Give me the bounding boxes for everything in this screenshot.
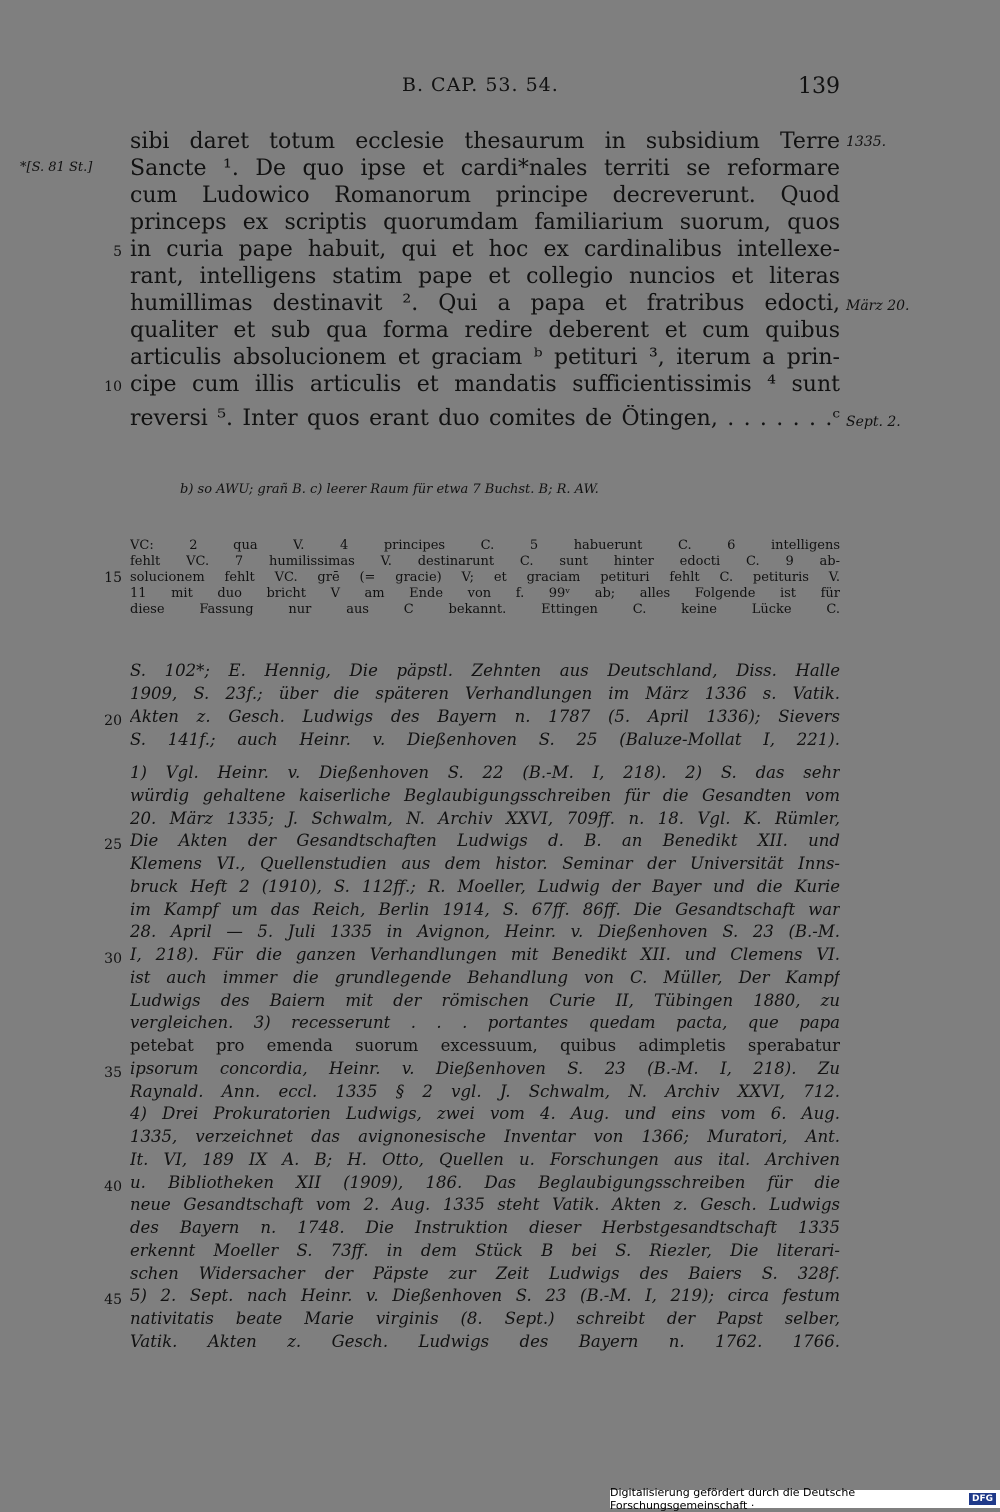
apparatus-line: diese Fassung nur aus C bekannt. Ettingen C. keine Lücke C. [130, 602, 840, 617]
footnote-line: 28. April — 5. Juli 1335 in Avignon, Heinr. v. Dießenhoven S. 23 (B.-M. [130, 922, 840, 941]
footnote-line: ist auch immer die grundlegende Behandlung von C. Müller, Der Kampf [130, 968, 840, 987]
footnote-line: schen Widersacher der Päpste zur Zeit Ludwigs des Baiers S. 328f. [130, 1264, 840, 1283]
variant-note: b) so AWU; grañ B. c) leerer Raum für etwa 7 Buchst. B; R. AW. [180, 482, 599, 497]
dfg-logo: DFG [969, 1493, 996, 1505]
footnote-line: petebat pro emenda suorum excessuum, quibus adimpletis sperabatur [130, 1036, 840, 1055]
apparatus-line: VC: 2 qua V. 4 principes C. 5 habuerunt C. 6 intelligens [130, 538, 840, 553]
footnote-line: 1) Vgl. Heinr. v. Dießenhoven S. 22 (B.-M. I, 218). 2) S. das sehr [130, 763, 840, 782]
line-number: 35 [104, 1065, 122, 1081]
footnote-line: Vatik. Akten z. Gesch. Ludwigs des Bayern n. 1762. 1766. [130, 1332, 840, 1351]
line-number: 45 [104, 1292, 122, 1308]
main-text-line: articulis absolucionem et graciam ᵇ petituri ³, iterum a prin- [130, 345, 840, 370]
line-number: 20 [104, 713, 122, 729]
main-text-line: reversi ⁵. Inter quos erant duo comites de Ötingen, . . . . . . .ᶜ [130, 406, 840, 431]
main-text-line: Sancte ¹. De quo ipse et cardi*nales territi se reformare [130, 156, 840, 181]
line-number: 10 [104, 379, 122, 395]
margin-note-date: März 20. [846, 298, 910, 314]
footnote-line: ipsorum concordia, Heinr. v. Dießenhoven S. 23 (B.-M. I, 218). Zu [130, 1059, 840, 1078]
apparatus-line: 11 mit duo bricht V am Ende von f. 99ᵛ ab; alles Folgende ist für [130, 586, 840, 601]
margin-note-left: *[S. 81 St.] [20, 160, 93, 175]
main-text-line: sibi daret totum ecclesie thesaurum in subsidium Terre [130, 129, 840, 154]
line-number: 25 [104, 837, 122, 853]
footnote-line: Raynald. Ann. eccl. 1335 § 2 vgl. J. Schwalm, N. Archiv XXVI, 712. [130, 1082, 840, 1101]
footnote-line: 5) 2. Sept. nach Heinr. v. Dießenhoven S. 23 (B.-M. I, 219); circa festum [130, 1286, 840, 1305]
footnote-line: 1335, verzeichnet das avignonesische Inventar von 1366; Muratori, Ant. [130, 1127, 840, 1146]
footnote-line: des Bayern n. 1748. Die Instruktion dieser Herbstgesandtschaft 1335 [130, 1218, 840, 1237]
footnote-line: 1909, S. 23f.; über die späteren Verhandlungen im März 1336 s. Vatik. [130, 684, 840, 703]
main-text-line: cum Ludowico Romanorum principe decreverunt. Quod [130, 183, 840, 208]
line-number: 40 [104, 1179, 122, 1195]
footnote-line: I, 218). Für die ganzen Verhandlungen mit Benedikt XII. und Clemens VI. [130, 945, 840, 964]
apparatus-line: fehlt VC. 7 humilissimas V. destinarunt C. sunt hinter edocti C. 9 ab- [130, 554, 840, 569]
footnote-line: u. Bibliotheken XII (1909), 186. Das Beglaubigungsschreiben für die [130, 1173, 840, 1192]
main-text-line: princeps ex scriptis quorumdam familiarium suorum, quos [130, 210, 840, 235]
footnote-line: Die Akten der Gesandtschaften Ludwigs d. B. an Benedikt XII. und [130, 831, 840, 850]
footnote-line: im Kampf um das Reich, Berlin 1914, S. 67ff. 86ff. Die Gesandtschaft war [130, 900, 840, 919]
footnote-line: nativitatis beate Marie virginis (8. Sept.) schreibt der Papst selber, [130, 1309, 840, 1328]
footnote-line: Akten z. Gesch. Ludwigs des Bayern n. 1787 (5. April 1336); Sievers [130, 707, 840, 726]
page-number: 139 [798, 74, 840, 99]
main-text-line: cipe cum illis articulis et mandatis sufficientissimis ⁴ sunt [130, 372, 840, 397]
running-title: B. CAP. 53. 54. [402, 74, 559, 96]
footnote-line: vergleichen. 3) recesserunt . . . portantes quedam pacta, que papa [130, 1013, 840, 1032]
footnote-line: Ludwigs des Baiern mit der römischen Curie II, Tübingen 1880, zu [130, 991, 840, 1010]
footnote-line: It. VI, 189 IX A. B; H. Otto, Quellen u. Forschungen aus ital. Archiven [130, 1150, 840, 1169]
footnote-line: S. 102*; E. Hennig, Die päpstl. Zehnten aus Deutschland, Diss. Halle [130, 661, 840, 680]
running-header [130, 74, 840, 104]
credit-text: Digitalisierung gefördert durch die Deutsche Forschungsgemeinschaft · [610, 1486, 856, 1512]
margin-note-date: Sept. 2. [846, 414, 901, 430]
footnote-line: 4) Drei Prokuratorien Ludwigs, zwei vom 4. Aug. und eins vom 6. Aug. [130, 1104, 840, 1123]
apparatus-line: solucionem fehlt VC. grē (= gracie) V; et graciam petituri fehlt C. petituris V. [130, 570, 840, 585]
main-text-line: qualiter et sub qua forma redire deberent et cum quibus [130, 318, 840, 343]
footnote-line: bruck Heft 2 (1910), S. 112ff.; R. Moeller, Ludwig der Bayer und die Kurie [130, 877, 840, 896]
main-text-line: rant, intelligens statim pape et collegio nuncios et literas [130, 264, 840, 289]
line-number: 15 [104, 570, 122, 586]
footnote-line: Klemens VI., Quellenstudien aus dem histor. Seminar der Universität Inns- [130, 854, 840, 873]
margin-note-year: 1335. [846, 134, 887, 150]
footnote-line: S. 141f.; auch Heinr. v. Dießenhoven S. 25 (Baluze-Mollat I, 221). [130, 730, 840, 749]
footnote-line: erkennt Moeller S. 73ff. in dem Stück B bei S. Riezler, Die literari- [130, 1241, 840, 1260]
footnote-line: neue Gesandtschaft vom 2. Aug. 1335 steht Vatik. Akten z. Gesch. Ludwigs [130, 1195, 840, 1214]
footnote-line: 20. März 1335; J. Schwalm, N. Archiv XXVI, 709ff. n. 18. Vgl. K. Rümler, [130, 809, 840, 828]
main-text-line: humillimas destinavit ². Qui a papa et fratribus edocti, [130, 291, 840, 316]
line-number: 30 [104, 951, 122, 967]
digitization-credit [610, 1486, 1000, 1512]
main-text-line: in curia pape habuit, qui et hoc ex cardinalibus intellexe- [130, 237, 840, 262]
footnote-line: würdig gehaltene kaiserliche Beglaubigungsschreiben für die Gesandten vom [130, 786, 840, 805]
line-number: 5 [113, 244, 122, 260]
